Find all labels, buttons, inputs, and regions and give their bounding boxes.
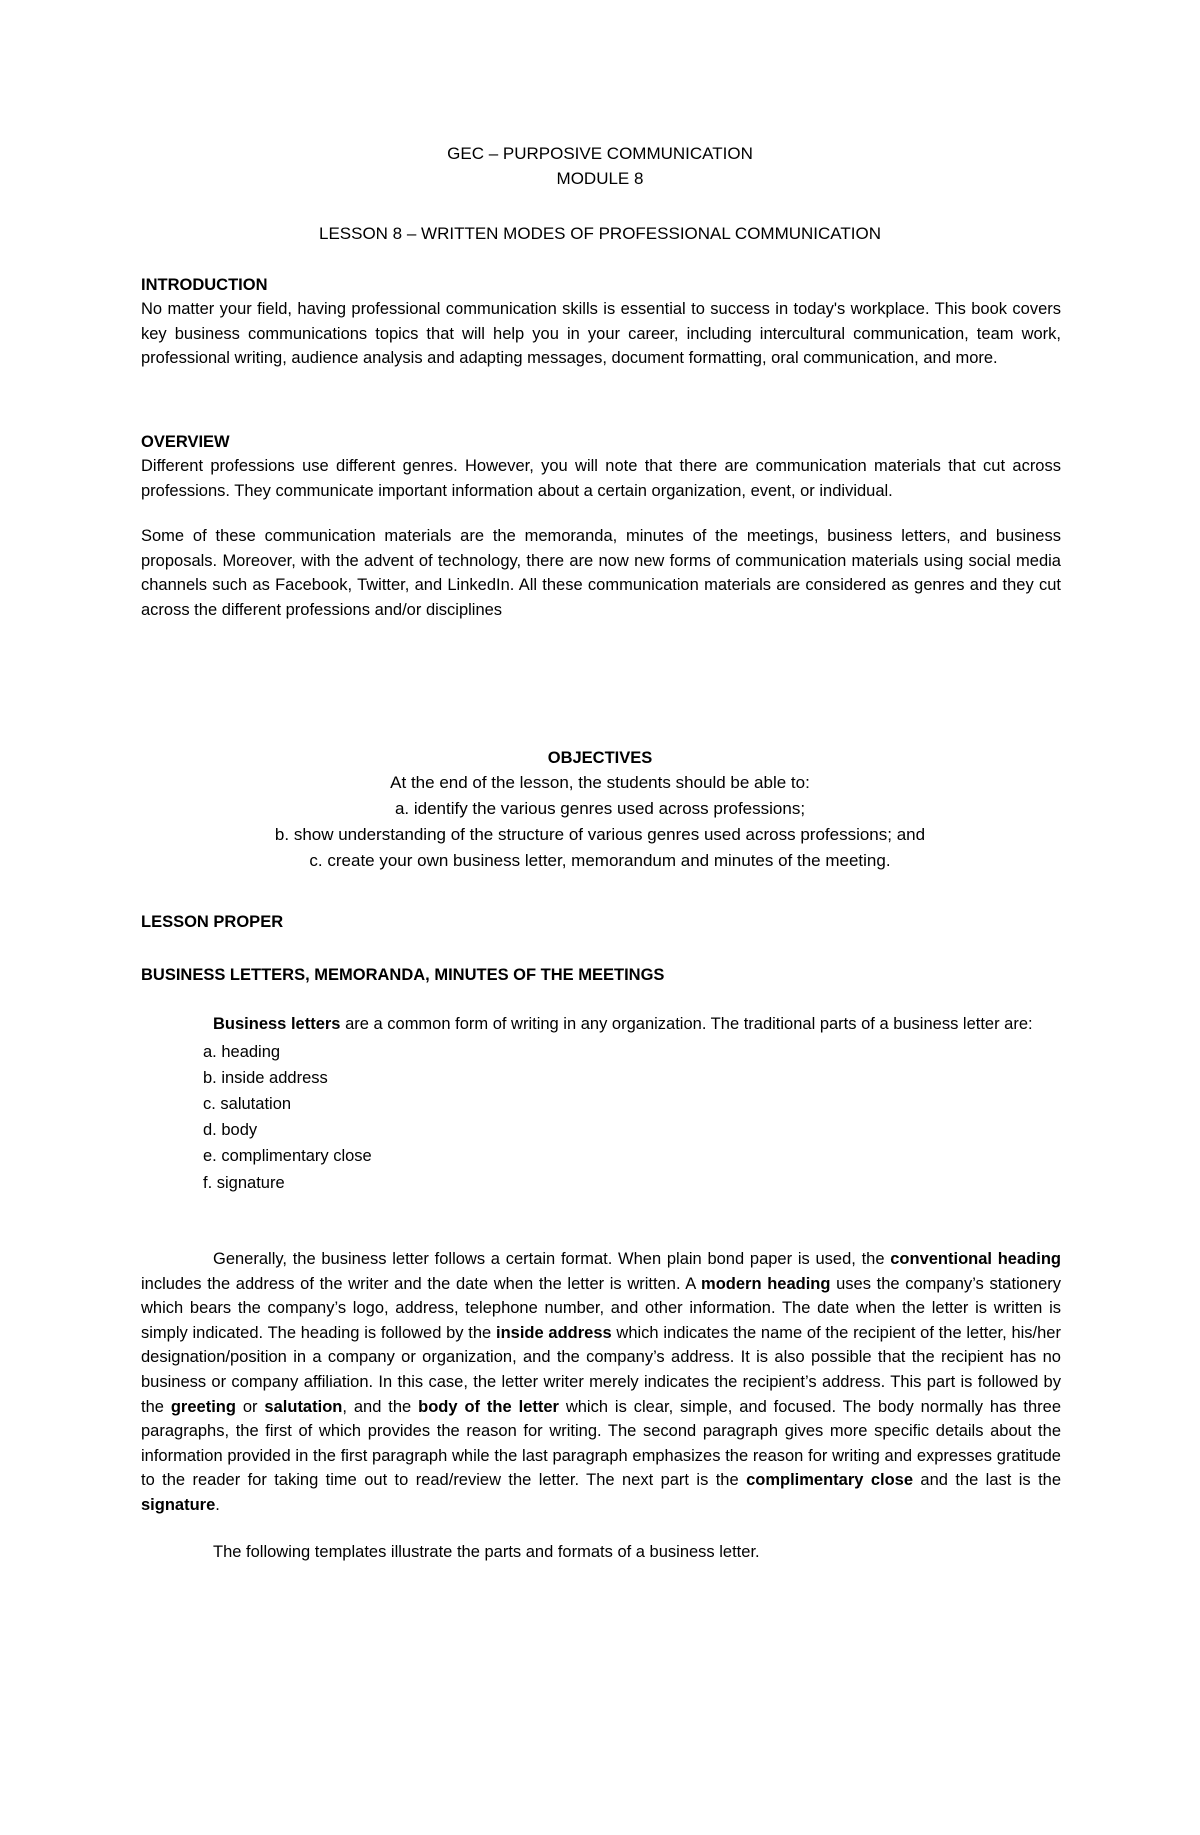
- introduction-text: No matter your field, having professional communication skills is essential to success in today's workplace. This book covers key business communications topics that will help you in your career, including intercultural communication, team work, professional writing, audience analysis and adapting messages, document formatting, oral communication, and more.: [141, 300, 1061, 368]
- overview-paragraph-2: Some of these communication materials are the memoranda, minutes of the meetings, business letters, and business proposals. Moreover, with the advent of technology, there are now new forms of communication materials using social media channels such as Facebook, Twitter, and LinkedIn. All these communication materials are considered as genres and they cut across the different professions and/or disciplines: [141, 527, 1061, 619]
- overview-heading: OVERVIEW: [141, 433, 230, 451]
- list-item: f. signature: [203, 1173, 285, 1192]
- term-complimentary-close: complimentary close: [746, 1471, 914, 1490]
- objective-item: b. show understanding of the structure of various genres used across professions; and: [274, 825, 926, 844]
- lesson-title: LESSON 8 – WRITTEN MODES OF PROFESSIONAL COMMUNICATION: [318, 224, 881, 243]
- templates-note: The following templates illustrate the parts and formats of a business letter.: [213, 1542, 760, 1561]
- term-conventional-heading: conventional heading: [890, 1250, 1061, 1268]
- business-letters-term: Business letters: [213, 1015, 341, 1033]
- letter-format-paragraph: Generally, the business letter follows a certain format. When plain bond paper is used, the conventional heading includes the address of the writer and the date when the letter is written. A modern heading uses the company’s stationery which bears the company’s logo, address, telephone number, and other information. The date when the letter is written is simply indicated. The heading is followed by the inside address which indicates the name of the recipient of the letter, his/her designation/position in a company or organization, and the company’s address. It is also possible that the recipient has no business or company affiliation. In this case, the letter writer merely indicates the recipient’s address. This part is followed by the greeting or salutation, and the body of the letter which is clear, simple, and focused. The body normally has three paragraphs, the first of which provides the reason for writing. The second paragraph gives more specific details about the information provided in the first paragraph while the last paragraph emphasizes the reason for writing and expresses gratitude to the reader for taking time out to read/review the letter. The next part is the complimentary close and the last is the signature.: [141, 1250, 1062, 1514]
- list-item: c. salutation: [203, 1095, 292, 1113]
- term-salutation: salutation: [264, 1397, 343, 1416]
- business-letters-intro: [141, 1012, 1061, 1037]
- list-item: b. inside address: [203, 1068, 328, 1087]
- list-item: d. body: [203, 1121, 258, 1140]
- letter-format-section: [141, 1247, 1061, 1564]
- term-signature: signature: [141, 1495, 216, 1514]
- term-modern-heading: modern heading: [701, 1274, 831, 1293]
- business-letters-intro-text: are a common form of writing in any organization. The traditional parts of a business letter are:: [340, 1015, 1033, 1033]
- business-letters-section: [141, 1012, 1061, 1196]
- lesson-proper-heading: LESSON PROPER: [141, 913, 284, 931]
- objective-item: c. create your own business letter, memorandum and minutes of the meeting.: [309, 851, 891, 870]
- term-greeting: greeting: [170, 1397, 236, 1416]
- list-item: a. heading: [203, 1042, 281, 1061]
- introduction-section: [141, 273, 1061, 371]
- business-letters-heading: BUSINESS LETTERS, MEMORANDA, MINUTES OF THE MEETINGS: [141, 966, 665, 984]
- list-item: e. complimentary close: [203, 1147, 372, 1166]
- course-title: GEC – PURPOSIVE COMMUNICATION: [447, 144, 753, 163]
- objectives-intro: At the end of the lesson, the students should be able to:: [390, 773, 810, 792]
- letter-parts-list: [141, 1039, 1061, 1196]
- term-inside-address: inside address: [495, 1323, 612, 1342]
- introduction-heading: INTRODUCTION: [141, 276, 268, 294]
- objective-item: a. identify the various genres used across professions;: [394, 799, 806, 818]
- term-body-of-letter: body of the letter: [418, 1397, 559, 1416]
- overview-section: [141, 430, 1061, 623]
- overview-paragraph-1: Different professions use different genres. However, you will note that there are communication materials that cut across professions. They communicate important information about a certain organization, event, or individual.: [141, 457, 1061, 500]
- objectives-section: [0, 746, 1200, 874]
- module-title: MODULE 8: [556, 169, 644, 188]
- objectives-heading: OBJECTIVES: [547, 749, 653, 767]
